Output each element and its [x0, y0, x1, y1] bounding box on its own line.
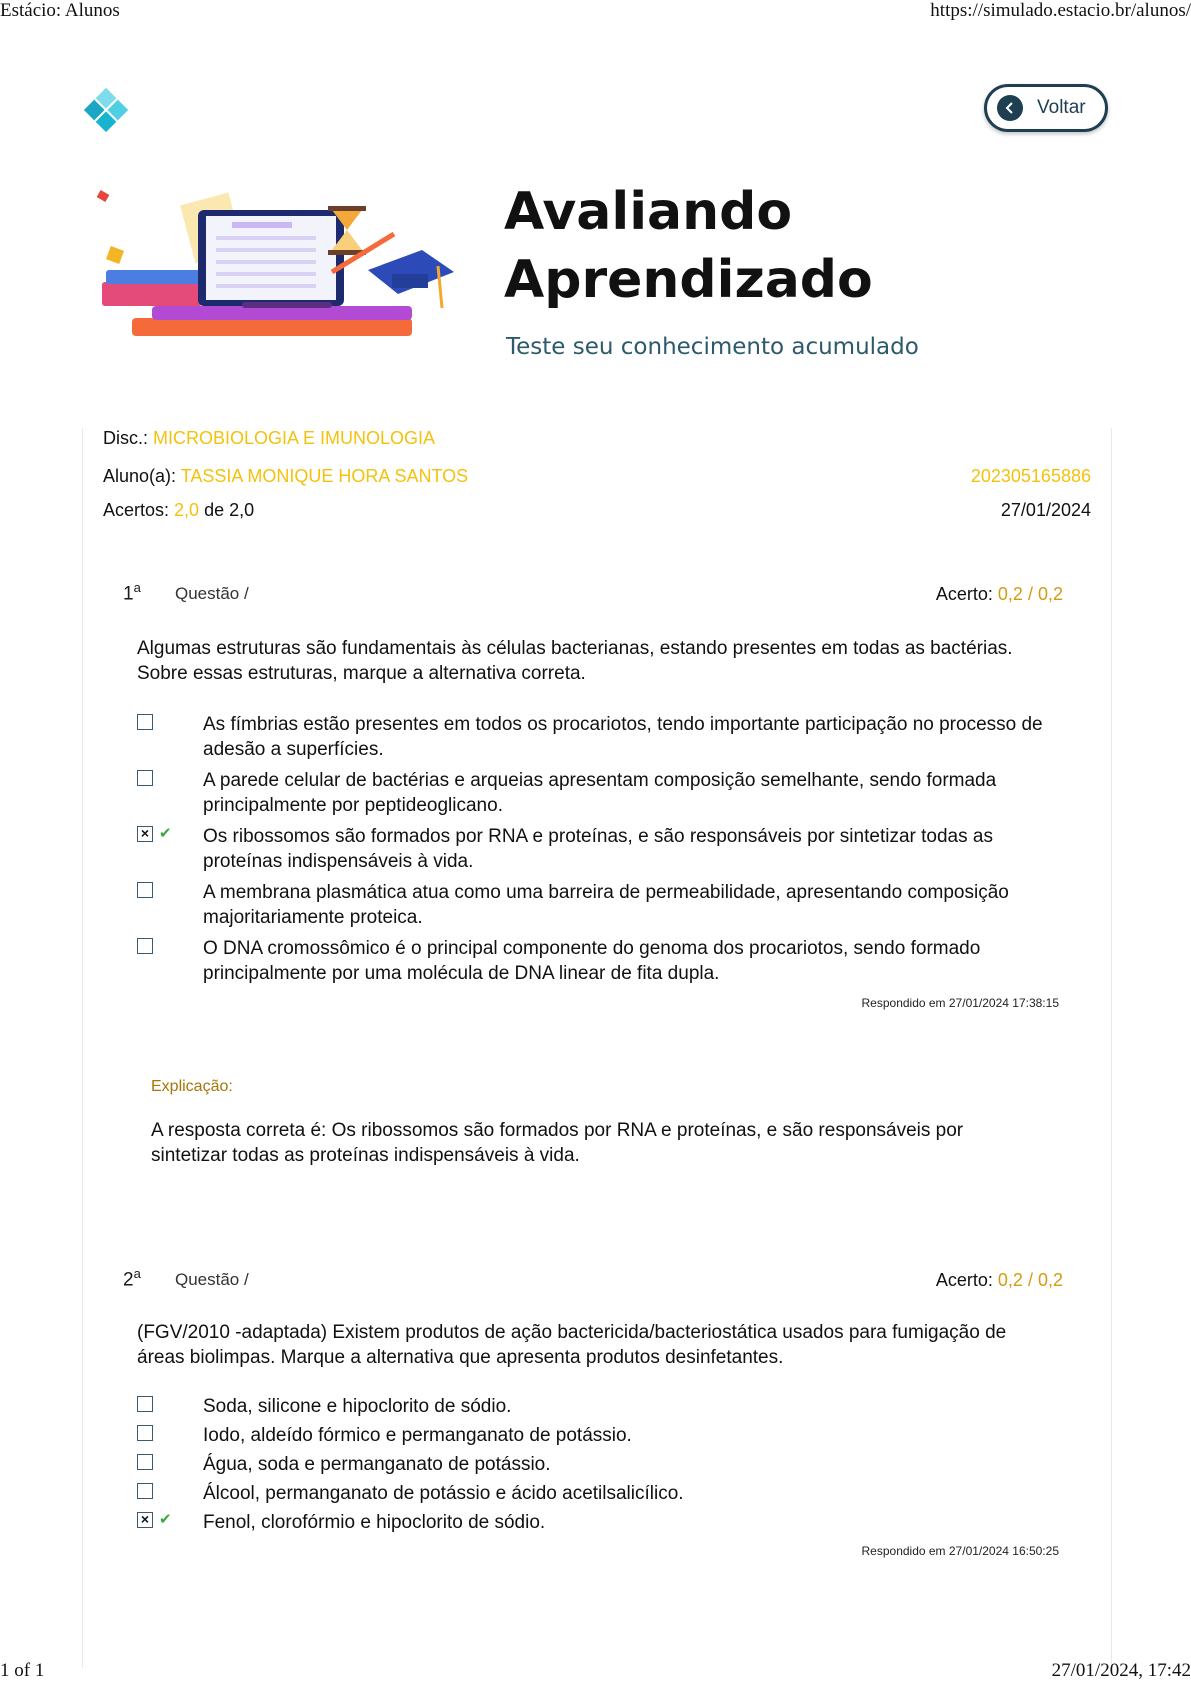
exam-date: 27/01/2024 — [1000, 500, 1091, 520]
option-checkbox[interactable] — [137, 714, 153, 730]
study-illustration — [92, 190, 482, 360]
explanation-heading: Explicação: — [151, 1078, 233, 1095]
question-score: Acerto: 0,2 / 0,2 — [935, 1270, 1063, 1290]
page-title-line1: Avaliando — [504, 182, 793, 242]
answer-option[interactable] — [137, 824, 1057, 874]
option-text: Soda, silicone e hipoclorito de sódio. — [203, 1396, 512, 1417]
answer-option[interactable] — [137, 768, 1057, 818]
print-header-title: Estácio: Alunos — [0, 0, 120, 21]
print-footer — [0, 1660, 1191, 1684]
option-checkbox[interactable] — [137, 1483, 153, 1499]
question-number: 1$^a$ — [123, 580, 141, 605]
question-header — [123, 1266, 1063, 1294]
answer-option[interactable] — [137, 1481, 1057, 1509]
option-checkbox[interactable] — [137, 1454, 153, 1470]
option-text: Água, soda e permanganato de potássio. — [203, 1454, 551, 1475]
print-header — [0, 0, 1191, 24]
option-text: A parede celular de bactérias e arqueias apresentam composição semelhante, sendo formada principalmente por peptideoglicano. — [203, 770, 997, 816]
option-text: As fímbrias estão presentes em todos os procariotos, tendo importante participação no processo de adesão a superfícies. — [203, 714, 1043, 760]
answer-option[interactable] — [137, 1452, 1057, 1480]
estacio-logo-icon — [82, 86, 130, 134]
hits-row — [103, 500, 1091, 521]
option-checkbox[interactable] — [137, 1396, 153, 1412]
answer-option[interactable] — [137, 936, 1057, 986]
discipline-value: MICROBIOLOGIA E IMUNOLOGIA — [153, 428, 436, 448]
question-header — [123, 580, 1063, 608]
answer-option[interactable] — [137, 712, 1057, 762]
answer-option[interactable] — [137, 1394, 1057, 1422]
option-text: O DNA cromossômico é o principal componente do genoma dos procariotos, sendo formado principalmente por uma molécula de DNA linear de fita dupla. — [203, 938, 981, 984]
option-checkbox[interactable] — [137, 938, 153, 954]
answer-option[interactable] — [137, 880, 1057, 930]
chevron-left-icon — [997, 95, 1023, 121]
page-title-line2: Aprendizado — [504, 250, 873, 310]
option-checkbox[interactable] — [137, 770, 153, 786]
question-score: Acerto: 0,2 / 0,2 — [935, 584, 1063, 604]
option-text: Álcool, permanganato de potássio e ácido acetilsalicílico. — [203, 1483, 684, 1504]
print-timestamp: 27/01/2024, 17:42 — [1051, 1660, 1191, 1681]
question-label: Questão / — [175, 1270, 249, 1289]
option-checkbox[interactable] — [137, 1425, 153, 1441]
checkmark-icon: ✔ — [159, 825, 172, 842]
hits-label: Acertos: — [103, 500, 170, 520]
x-checkbox-icon[interactable]: × — [137, 1512, 153, 1528]
option-text: A membrana plasmática atua como uma barreira de permeabilidade, apresentando composição majoritariamente proteica. — [203, 882, 1009, 928]
page-title — [504, 178, 1024, 314]
question-text: (FGV/2010 -adaptada) Existem produtos de ação bactericida/bacteriostática usados para fumigação de áreas biolimpas. Marque a alternativa que apresenta produtos desinfetantes. — [137, 1322, 1007, 1368]
question-text: Algumas estruturas são fundamentais às células bacterianas, estando presentes em todas as bactérias. Sobre essas estruturas, marque a alternativa correta. — [137, 638, 1013, 684]
option-text: Fenol, clorofórmio e hipoclorito de sódio. — [203, 1512, 546, 1533]
option-text: Os ribossomos são formados por RNA e proteínas, e são responsáveis por sintetizar todas as proteínas indispensáveis à vida. — [203, 826, 993, 872]
page-count: 1 of 1 — [0, 1660, 45, 1681]
question-label: Questão / — [175, 584, 249, 603]
back-button[interactable] — [984, 84, 1108, 132]
x-checkbox-icon[interactable]: × — [137, 826, 153, 842]
print-header-url: https://simulado.estacio.br/alunos/ — [930, 0, 1191, 21]
answer-option[interactable] — [137, 1510, 1057, 1538]
explanation-text: A resposta correta é: Os ribossomos são formados por RNA e proteínas, e são responsáveis por sintetizar todas as proteínas indispensáveis à vida. — [151, 1120, 964, 1166]
registration-number: 202305165886 — [970, 466, 1091, 486]
page-subtitle: Teste seu conhecimento acumulado — [506, 334, 919, 360]
answered-timestamp: Respondido em 27/01/2024 17:38:15 — [861, 996, 1059, 1010]
discipline-row — [103, 428, 1091, 449]
student-name: TASSIA MONIQUE HORA SANTOS — [180, 466, 469, 486]
exam-card — [82, 428, 1112, 1668]
student-row — [103, 466, 1091, 487]
hits-total: de 2,0 — [204, 500, 255, 520]
answered-timestamp: Respondido em 27/01/2024 16:50:25 — [861, 1544, 1059, 1558]
option-checkbox[interactable] — [137, 882, 153, 898]
student-label: Aluno(a): — [103, 466, 177, 486]
checkmark-icon: ✔ — [159, 1511, 172, 1528]
answer-option[interactable] — [137, 1423, 1057, 1451]
hits-value: 2,0 — [174, 500, 200, 520]
option-text: Iodo, aldeído fórmico e permanganato de potássio. — [203, 1425, 632, 1446]
back-button-label: Voltar — [1037, 97, 1086, 118]
question-number: 2$^a$ — [123, 1266, 141, 1291]
discipline-label: Disc.: — [103, 428, 148, 448]
